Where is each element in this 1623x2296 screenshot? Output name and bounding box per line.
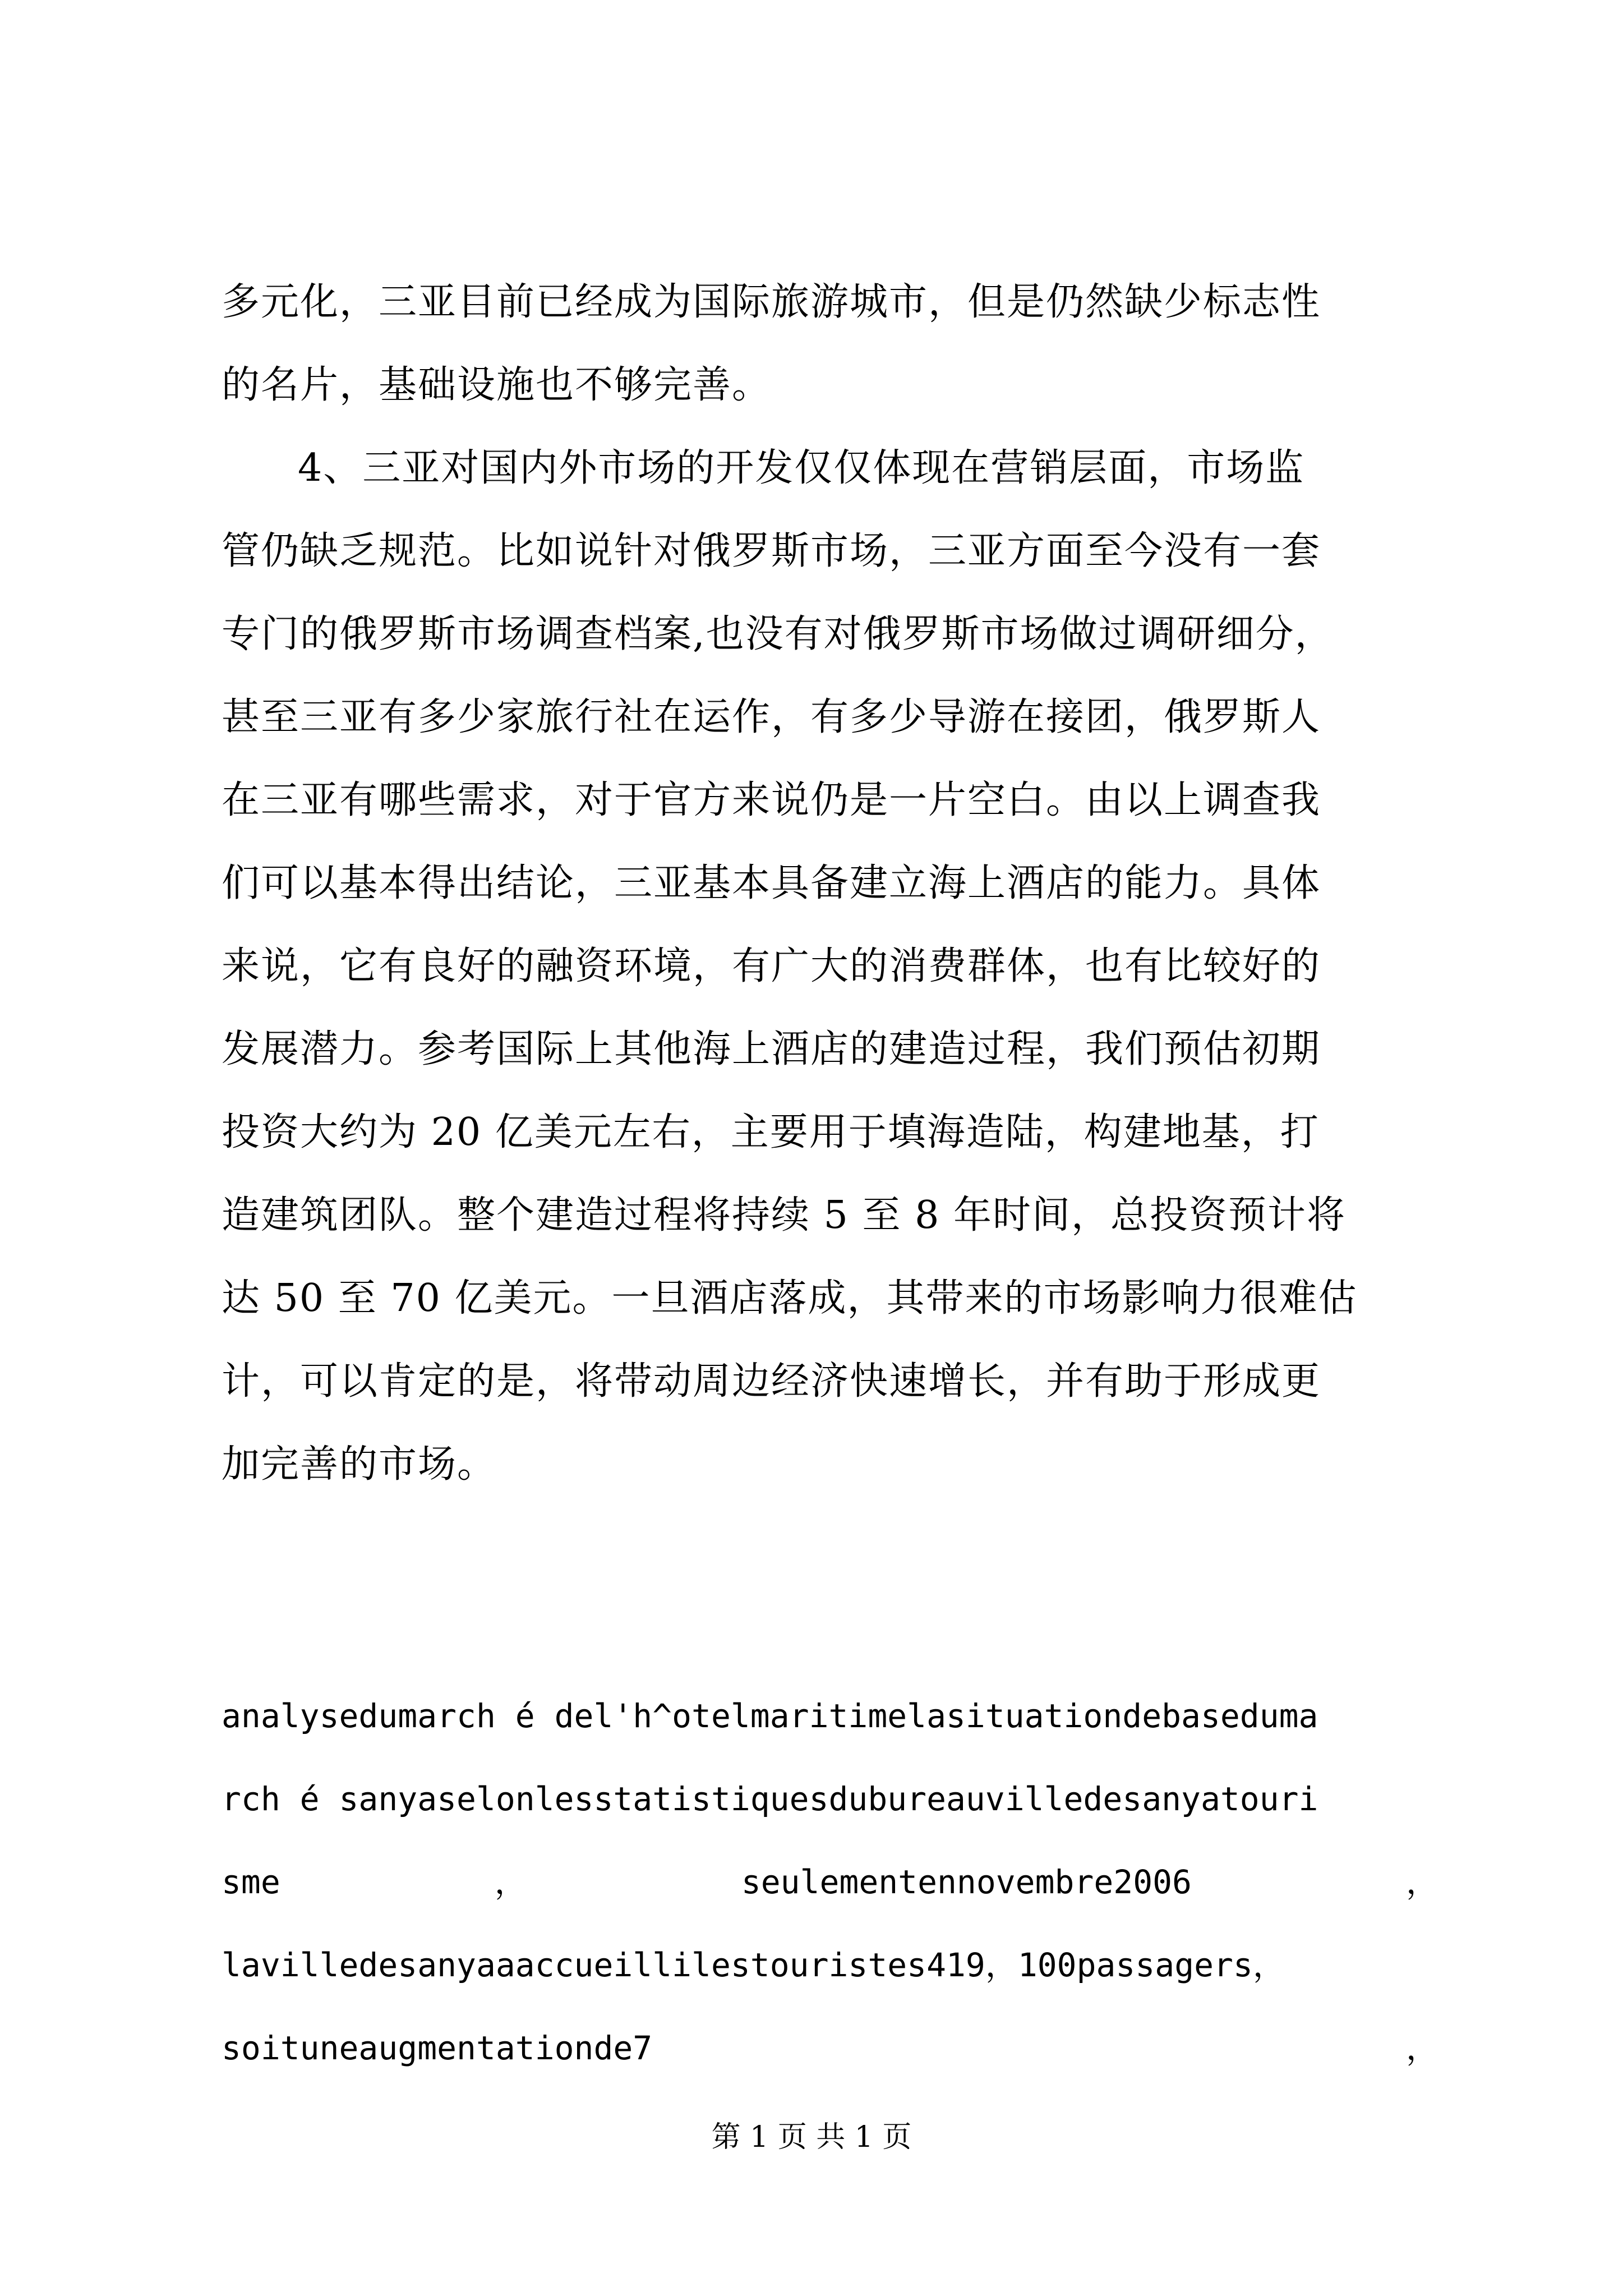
french-line-justified: [222, 2007, 1438, 2090]
paragraph-line: 计，可以肯定的是，将带动周边经济快速增长，并有助于形成更: [222, 1359, 1321, 1404]
french-text: analysedumarch é del'h^otelmaritimelasituationdebaseduma: [222, 1697, 1318, 1735]
document-body: [222, 261, 1438, 2090]
paragraph-line: 投资大约为 20 亿美元左右，主要用于填海造陆，构建地基，打: [222, 1110, 1320, 1154]
french-comma: ，: [1405, 2029, 1438, 2067]
paragraph-line: 们可以基本得出结论，三亚基本具备建立海上酒店的能力。具体: [222, 861, 1321, 905]
paragraph-line: 4、三亚对国内外市场的开发仅仅体现在营销层面，市场监: [298, 446, 1305, 490]
paragraph-line: 来说，它有良好的融资环境，有广大的消费群体，也有比较好的: [222, 944, 1321, 988]
paragraph-line: 的名片，基础设施也不够完善。: [222, 363, 772, 407]
paragraph-line: 专门的俄罗斯市场调查档案,也没有对俄罗斯市场做过调研细分，: [222, 612, 1334, 656]
french-text: sme: [222, 1863, 280, 1901]
paragraph-line: 甚至三亚有多少家旅行社在运作，有多少导游在接团，俄罗斯人: [222, 695, 1321, 739]
paragraph-line: 达 50 至 70 亿美元。一旦酒店落成，其带来的市场影响力很难估: [222, 1276, 1358, 1320]
french-text: lavilledesanyaaaccueillilestouristes419，100passagers，: [222, 1946, 1285, 1984]
french-comma: ，: [494, 1863, 527, 1901]
paragraph-gap: [222, 1506, 1438, 1674]
french-comma: ，: [1405, 1863, 1438, 1901]
french-line: [222, 1757, 1438, 1841]
french-text: rch é sanyaselonlesstatistiquesdubureauvilledesanyatouri: [222, 1780, 1318, 1818]
page-footer: [0, 2118, 1623, 2157]
french-line-justified: [222, 1841, 1438, 1924]
paragraph-line: 造建筑团队。整个建造过程将持续 5 至 8 年时间，总投资预计将: [222, 1193, 1346, 1237]
paragraph-line: 发展潜力。参考国际上其他海上酒店的建造过程，我们预估初期: [222, 1027, 1321, 1071]
french-text: seulementennovembre2006: [741, 1863, 1192, 1901]
paragraph-line: 管仍缺乏规范。比如说针对俄罗斯市场，三亚方面至今没有一套: [222, 529, 1321, 573]
paragraph-line: 加完善的市场。: [222, 1442, 497, 1487]
french-line: [222, 1924, 1438, 2007]
page-number-label: 第 1 页 共 1 页: [711, 2120, 912, 2154]
french-line: [222, 1674, 1438, 1757]
paragraph-line: 多元化，三亚目前已经成为国际旅游城市，但是仍然缺少标志性: [222, 280, 1321, 324]
french-text: soituneaugmentationde7: [222, 2029, 653, 2067]
paragraph-line: 在三亚有哪些需求，对于官方来说仍是一片空白。由以上调查我: [222, 778, 1321, 822]
